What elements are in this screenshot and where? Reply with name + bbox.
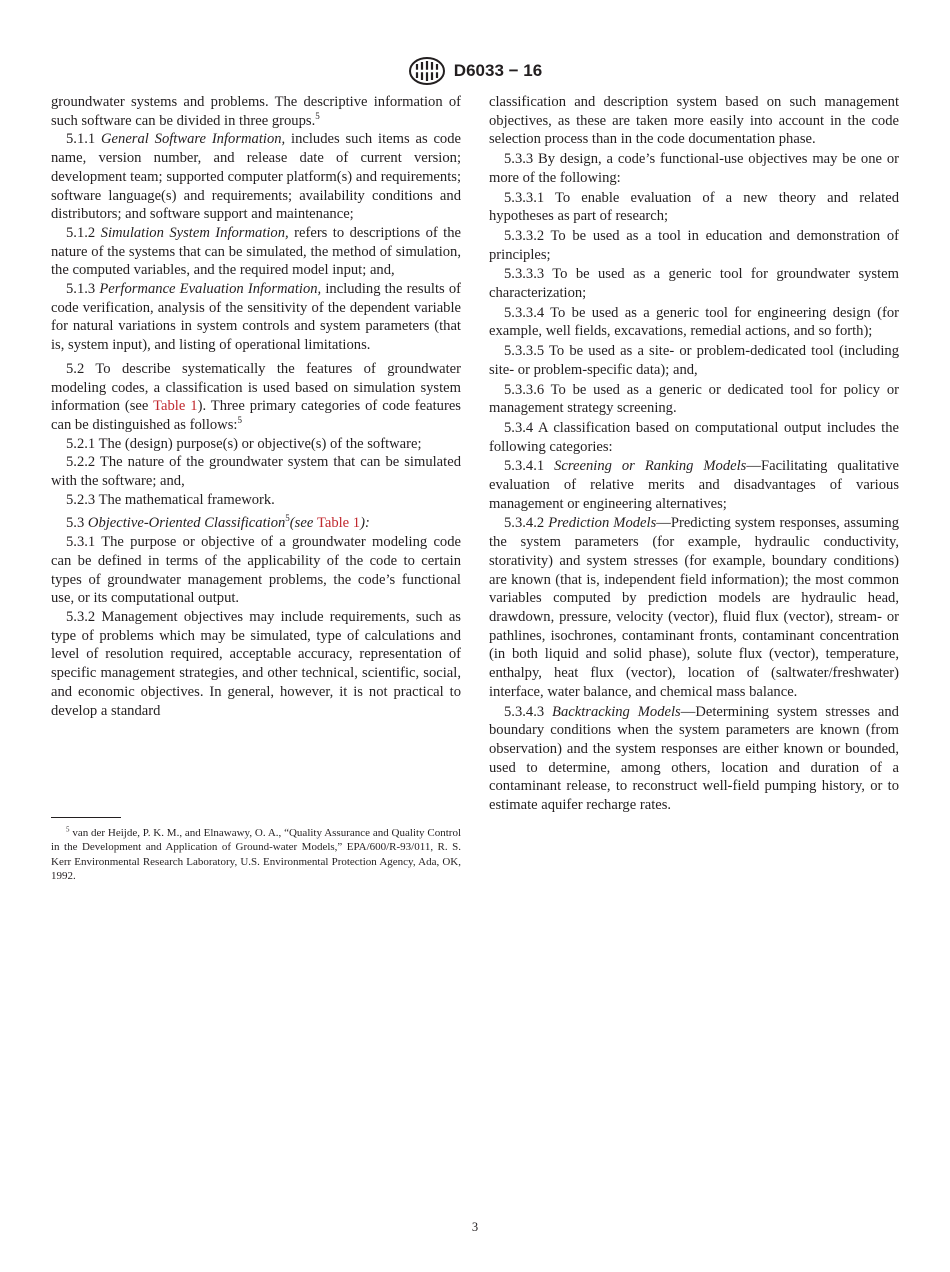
paragraph-text: ). Three primary categories of code features can be distinguished as follows: xyxy=(51,398,461,433)
paragraph-text: refers to descriptions of the nature of the systems that can be simulated, the method of simulation, the computed variables, and the required model input; and, xyxy=(51,224,461,279)
paragraph-text: including the results of code verification, analysis of the sensitivity of the dependent variable for natural variations in system controls and system parameters (that is, system input), and listing of operational limitations. xyxy=(51,281,461,354)
paragraph-text: groundwater systems and problems. The descriptive information of such software can be divided in three groups. xyxy=(51,94,461,129)
section-title: Performance Evaluation Information, xyxy=(99,281,322,298)
section-number: 5.3.4.1 xyxy=(504,458,545,475)
footnote-ref: 5 xyxy=(285,513,290,524)
section-number: 5.3 xyxy=(66,515,85,532)
right-column xyxy=(489,93,899,815)
footnote-text: van der Heijde, P. K. M., and Elnawawy, O. A., “Quality Assurance and Quality Control in the Development and Application of Ground-water Models,” EPA/600/R-93/011, R. S. Kerr Environmental Research Laboratory, U.S. Environmental Protection Agency, Ada, OK, 1992. xyxy=(51,827,461,883)
paragraph-5-3-3-1: 5.3.3.1 To enable evaluation of a new theory and related hypotheses as part of research; xyxy=(489,189,899,225)
left-column xyxy=(51,93,461,720)
paragraph-5-3-3-5: 5.3.3.5 To be used as a site- or problem-dedicated tool (including site- or problem-specific data); and, xyxy=(489,343,899,378)
paragraph-5-3-3: 5.3.3 By design, a code’s functional-use objectives may be one or more of the following: xyxy=(489,151,899,186)
paragraph-text: 5.2 To describe systematically the features of groundwater modeling codes, a classification is used based on simulation system information (see xyxy=(51,360,461,415)
paragraph-5-2 xyxy=(51,360,461,435)
paragraph-5-3-4: 5.3.4 A classification based on computational output includes the following categories: xyxy=(489,419,899,455)
section-title: General Software Information, xyxy=(101,131,286,148)
table-1-link[interactable]: Table 1 xyxy=(316,515,361,532)
section-number: 5.1.3 xyxy=(66,281,96,298)
page-number: 3 xyxy=(471,1220,479,1234)
paragraph-text: includes such items as code name, version number, and release date of current version; development team; supported computer platform(s) and requirements; software language(s) and requirements; availability conditions and distributors; and software support and maintenance; xyxy=(51,131,462,223)
footnote-marker: 5 xyxy=(66,825,70,834)
section-number: 5.3.4.3 xyxy=(504,703,545,720)
paragraph-5-3-1: 5.3.1 The purpose or objective of a groundwater modeling code can be defined in terms of the applicability of the code to certain types of groundwater management problems, the code’s functional use, or its computational output. xyxy=(51,534,461,607)
table-1-link[interactable]: Table 1 xyxy=(153,398,198,415)
paragraph-5-3-2: 5.3.2 Management objectives may include requirements, such as type of problems which may be simulated, type of calculations and level of resolution required, acceptable accuracy, representation of specific management strategies, and other technical, scientific, social, and economic objectives. In general, however, it is not practical to develop a standard xyxy=(51,608,461,719)
paragraph-5-3-4-2 xyxy=(489,514,899,701)
section-number: 5.3.4.2 xyxy=(504,515,545,532)
section-title: (see xyxy=(289,515,317,532)
section-title: ): xyxy=(360,515,370,532)
paragraph-5-3-3-4: 5.3.3.4 To be used as a generic tool for engineering design (for example, well fields, excavations, remedial actions, and so forth); xyxy=(489,304,899,340)
section-number: 5.1.1 xyxy=(66,131,96,148)
paragraph-5-3-4-3 xyxy=(489,703,899,815)
section-title: Prediction Models xyxy=(548,515,657,532)
paragraph-5-1-2 xyxy=(51,224,461,280)
astm-logo-icon xyxy=(408,56,446,86)
section-title: Simulation System Information, xyxy=(100,224,289,241)
section-title: Objective-Oriented Classification xyxy=(87,515,286,532)
paragraph-5-3-2-continued: classification and description system based on such management objectives, as these are taken more easily into account in the code selection process than in the code documentation phase. xyxy=(489,94,899,148)
page-header xyxy=(0,56,950,86)
footnote-divider xyxy=(51,817,121,818)
paragraph-5-1-1 xyxy=(51,130,461,224)
paragraph-5-3-3-6: 5.3.3.6 To be used as a generic or dedicated tool for policy or management strategy screening. xyxy=(489,381,899,417)
paragraph-text: —Determining system stresses and boundary conditions when the system parameters are known (from observation) and the system responses are either known or bounded, used to determine, among others, location and duration of a contaminant release, to reconstruct well-field pumping history, or to estimate aquifer recharge rates. xyxy=(489,703,899,814)
paragraph-5-3 xyxy=(51,514,461,533)
footnote-5 xyxy=(51,826,461,884)
paragraph-5-2-2: 5.2.2 The nature of the groundwater system that can be simulated with the software; and, xyxy=(51,454,461,490)
section-title: Screening or Ranking Models xyxy=(554,458,747,475)
paragraph-text: —Facilitating qualitative evaluation of relative merits and disadvantages of various management or engineering alternatives; xyxy=(489,458,899,512)
paragraph-5-3-3-2: 5.3.3.2 To be used as a tool in education and demonstration of principles; xyxy=(489,227,899,263)
paragraph-text: —Predicting system responses, assuming the system parameters (for example, hydraulic conductivity, storativity) and system stresses (for example, boundary conditions) are known (that is, independent field information); the most common variables computed by prediction models are hydraulic head, drawdown, pressure, velocity (vector), fluid flux (vector), stream- or pathlines, isochrones, contaminant fronts, contaminant concentration (in both liquid and solid phase), solute flux (vector), temperature, enthalpy, heat flux (vector), location of (saltwater/freshwater) interface, water balance, and chemical mass balance. xyxy=(489,515,900,700)
section-number: 5.1.2 xyxy=(66,224,96,241)
paragraph-5-3-4-1 xyxy=(489,457,899,513)
paragraph-5-3-3-3: 5.3.3.3 To be used as a generic tool for groundwater system characterization; xyxy=(489,266,899,302)
paragraph-5-1-3 xyxy=(51,280,461,355)
footnote-ref: 5 xyxy=(237,415,242,426)
paragraph-5-2-3: 5.2.3 The mathematical framework. xyxy=(66,491,275,508)
standard-designation: D6033 − 16 xyxy=(453,61,543,80)
paragraph-5-1-continued xyxy=(51,93,461,130)
footnote-ref: 5 xyxy=(315,110,320,121)
paragraph-5-2-1: 5.2.1 The (design) purpose(s) or objective(s) of the software; xyxy=(66,435,422,452)
section-title: Backtracking Models xyxy=(552,703,681,720)
